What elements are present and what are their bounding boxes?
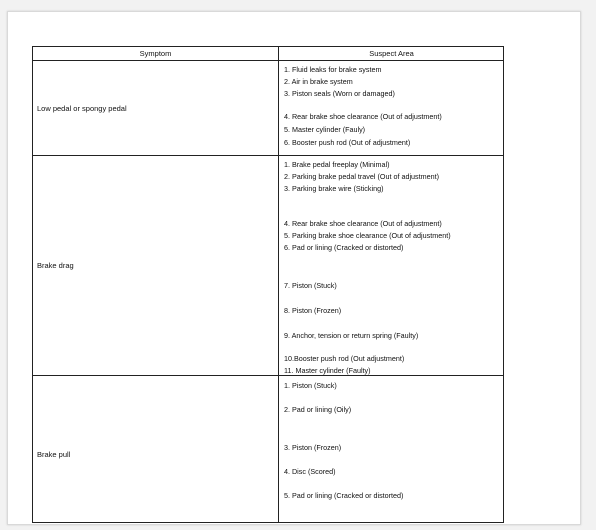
suspect-item: 3. Piston seals (Worn or damaged) (284, 89, 395, 98)
suspect-item: 4. Rear brake shoe clearance (Out of adjustment) (284, 112, 442, 121)
table-header (33, 47, 503, 61)
suspect-item: 3. Parking brake wire (Sticking) (284, 184, 384, 193)
symptom-cell: Brake pull (37, 450, 71, 459)
table-row (33, 376, 503, 522)
document-page (7, 11, 581, 525)
suspect-item: 2. Air in brake system (284, 77, 353, 86)
symptom-table (32, 46, 504, 523)
suspect-item: 5. Parking brake shoe clearance (Out of adjustment) (284, 231, 451, 240)
table-row (33, 156, 503, 376)
suspect-item: 2. Parking brake pedal travel (Out of adjustment) (284, 172, 440, 181)
symptom-cell: Brake drag (37, 261, 74, 270)
suspect-item: 7. Piston (Stuck) (284, 281, 337, 290)
header-suspect-area: Suspect Area (369, 49, 414, 58)
suspect-item: 5. Master cylinder (Fauly) (284, 125, 366, 134)
suspect-item: 5. Pad or lining (Cracked or distorted) (284, 491, 404, 500)
header-symptom: Symptom (139, 49, 172, 58)
table-row (33, 61, 503, 156)
suspect-item: 9. Anchor, tension or return spring (Faulty) (284, 331, 419, 340)
suspect-item: 6. Booster push rod (Out of adjustment) (284, 138, 411, 147)
symptom-cell: Low pedal or spongy pedal (37, 104, 127, 113)
suspect-item: 1. Fluid leaks for brake system (284, 65, 382, 74)
suspect-item: 10.Booster push rod (Out adjustment) (284, 354, 405, 363)
suspect-item: 6. Pad or lining (Cracked or distorted) (284, 243, 404, 252)
suspect-item: 2. Pad or lining (Oily) (284, 405, 352, 414)
suspect-item: 3. Piston (Frozen) (284, 443, 342, 452)
suspect-item: 1. Piston (Stuck) (284, 381, 337, 390)
suspect-item: 8. Piston (Frozen) (284, 306, 342, 315)
suspect-item: 4. Disc (Scored) (284, 467, 336, 476)
suspect-item: 1. Brake pedal freeplay (Minimal) (284, 160, 390, 169)
suspect-item: 4. Rear brake shoe clearance (Out of adjustment) (284, 219, 442, 228)
suspect-item: 11. Master cylinder (Faulty) (284, 366, 371, 375)
